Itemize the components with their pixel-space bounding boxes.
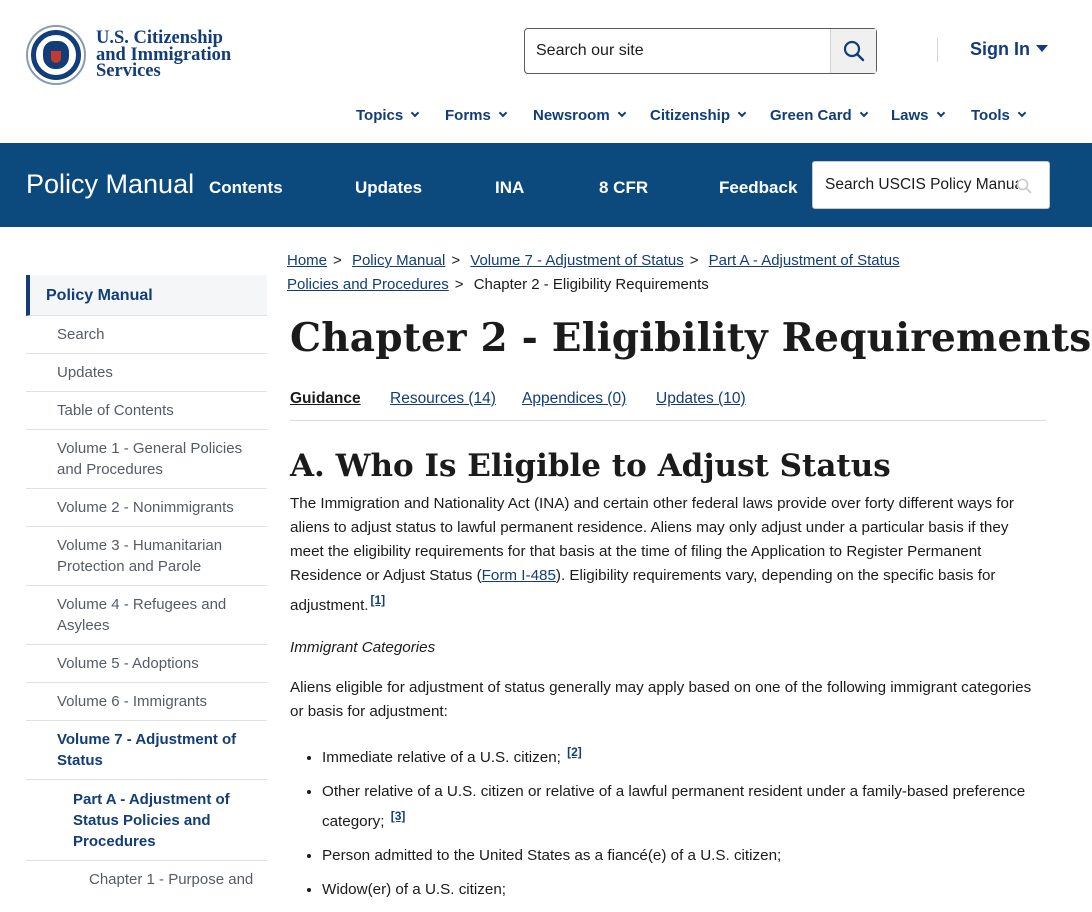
chevron-down-icon bbox=[936, 109, 944, 117]
footnote-link-3[interactable]: [3] bbox=[390, 809, 406, 823]
nav-citizenship-label: Citizenship bbox=[650, 107, 731, 124]
sidebar-item-policy-manual[interactable]: Policy Manual bbox=[26, 275, 267, 316]
tab-appendices[interactable]: Appendices (0) bbox=[522, 390, 627, 407]
logo-line-1: U.S. Citizenship bbox=[96, 28, 223, 48]
nav-laws-label: Laws bbox=[891, 107, 929, 124]
breadcrumb-separator: > bbox=[454, 276, 464, 293]
footnote-link-2[interactable]: [2] bbox=[567, 745, 582, 759]
breadcrumb-separator: > bbox=[333, 252, 342, 269]
chevron-down-icon bbox=[411, 109, 419, 117]
search-icon[interactable] bbox=[1016, 178, 1032, 194]
chevron-down-icon bbox=[1018, 109, 1026, 117]
intro-text-end: ). Eligibility requirements vary, depending on the specific basis for adjustment. bbox=[290, 567, 996, 614]
breadcrumb-current: Chapter 2 - Eligibility Requirements bbox=[473, 276, 709, 293]
dhs-seal-icon[interactable] bbox=[26, 25, 86, 85]
nav-tools-label: Tools bbox=[971, 107, 1010, 124]
sidebar-item-part-a[interactable]: Part A - Adjustment of Status Policies and Procedures bbox=[26, 780, 267, 861]
list-item-text: Other relative of a U.S. citizen or relative of a lawful permanent resident under a family-based preference category; bbox=[322, 783, 1026, 830]
site-logo[interactable] bbox=[96, 30, 231, 80]
list-item bbox=[322, 844, 1046, 868]
footnote-link-1[interactable]: [1] bbox=[370, 593, 386, 607]
list-intro: Aliens eligible for adjustment of status generally may apply based on one of the following immigrant categories or basis for adjustment: bbox=[290, 679, 1032, 720]
nav-forms[interactable] bbox=[445, 107, 506, 124]
policy-link-ina[interactable]: INA bbox=[495, 178, 525, 197]
breadcrumb-part-a-cont[interactable]: Policies and Procedures bbox=[287, 276, 449, 293]
nav-newsroom-label: Newsroom bbox=[533, 107, 610, 124]
intro-paragraph bbox=[290, 492, 1046, 618]
nav-topics-label: Topics bbox=[356, 107, 404, 124]
sidebar-item-volume-2[interactable]: Volume 2 - Nonimmigrants bbox=[26, 489, 267, 527]
nav-forms-label: Forms bbox=[445, 107, 491, 124]
sidebar-item-table-of-contents[interactable]: Table of Contents bbox=[26, 392, 267, 430]
breadcrumb-policy-manual[interactable]: Policy Manual bbox=[351, 252, 446, 269]
breadcrumb bbox=[287, 249, 1047, 297]
search-icon bbox=[843, 40, 865, 62]
list-item bbox=[322, 878, 1046, 902]
policy-link-feedback[interactable]: Feedback bbox=[719, 178, 798, 197]
policy-manual-title[interactable]: Policy Manual bbox=[26, 169, 195, 199]
breadcrumb-separator: > bbox=[689, 252, 699, 269]
logo-line-3: Services bbox=[96, 61, 161, 81]
form-i485-link[interactable]: Form I-485 bbox=[481, 567, 556, 584]
sign-in-label: Sign In bbox=[970, 39, 1030, 59]
site-header bbox=[0, 0, 1092, 143]
site-search-button[interactable] bbox=[830, 29, 876, 73]
site-search-input[interactable] bbox=[525, 29, 831, 73]
main-content bbox=[287, 249, 1092, 912]
category-list bbox=[322, 740, 1046, 902]
chevron-down-icon bbox=[859, 109, 867, 117]
policy-search bbox=[812, 161, 1050, 209]
section-title: A. Who Is Eligible to Adjust Status bbox=[290, 448, 891, 484]
policy-manual-bar bbox=[0, 143, 1092, 227]
sidebar-item-volume-5[interactable]: Volume 5 - Adoptions bbox=[26, 645, 267, 683]
sidebar-item-volume-3[interactable]: Volume 3 - Humanitarian Protection and Parole bbox=[26, 527, 267, 586]
chevron-down-icon bbox=[617, 109, 625, 117]
breadcrumb-home[interactable]: Home bbox=[287, 252, 328, 269]
sidebar-nav bbox=[26, 275, 267, 898]
list-item bbox=[322, 740, 1046, 770]
policy-search-input[interactable] bbox=[813, 162, 1018, 208]
sidebar-item-search[interactable]: Search bbox=[26, 316, 267, 354]
tab-updates[interactable]: Updates (10) bbox=[656, 390, 746, 407]
site-search bbox=[524, 28, 877, 74]
nav-green-card-label: Green Card bbox=[770, 107, 852, 124]
tab-resources[interactable]: Resources (14) bbox=[390, 390, 496, 407]
sidebar-item-updates[interactable]: Updates bbox=[26, 354, 267, 392]
policy-link-contents[interactable]: Contents bbox=[209, 178, 283, 197]
logo-line-2: and Immigration bbox=[96, 44, 232, 65]
subheading-immigrant-categories: Immigrant Categories bbox=[290, 639, 436, 656]
list-item-text: Widow(er) of a U.S. citizen; bbox=[322, 881, 506, 898]
nav-topics[interactable] bbox=[356, 107, 418, 124]
sidebar-item-volume-4[interactable]: Volume 4 - Refugees and Asylees bbox=[26, 586, 267, 645]
list-item-text: Person admitted to the United States as a fiancé(e) of a U.S. citizen; bbox=[322, 847, 782, 864]
policy-link-updates[interactable]: Updates bbox=[355, 178, 423, 197]
main-nav bbox=[0, 107, 1092, 129]
sidebar-item-volume-6[interactable]: Volume 6 - Immigrants bbox=[26, 683, 267, 721]
sidebar-item-volume-7[interactable]: Volume 7 - Adjustment of Status bbox=[26, 721, 267, 780]
list-item bbox=[322, 780, 1046, 834]
nav-tools[interactable] bbox=[971, 107, 1025, 124]
sidebar-item-chapter-1[interactable]: Chapter 1 - Purpose and bbox=[89, 871, 254, 888]
list-item-text: Immediate relative of a U.S. citizen; bbox=[322, 749, 561, 766]
header-divider bbox=[937, 38, 938, 62]
nav-newsroom[interactable] bbox=[533, 107, 625, 124]
content-tabs bbox=[290, 390, 1046, 421]
caret-down-icon bbox=[1036, 45, 1048, 52]
nav-laws[interactable] bbox=[891, 107, 944, 124]
chevron-down-icon bbox=[738, 109, 746, 117]
tab-guidance[interactable]: Guidance bbox=[290, 390, 361, 407]
sidebar-item-volume-1[interactable]: Volume 1 - General Policies and Procedures bbox=[26, 430, 267, 489]
intro-text: The Immigration and Nationality Act (INA) and certain other federal laws provide over forty different ways for aliens to adjust status to lawful permanent residence. Aliens may only adjust under a particular basis if they meet the eligibility requirements for that basis at the time of filing the Application to Register Permanent Residence or Adjust Status ( bbox=[290, 495, 1014, 584]
policy-link-8cfr[interactable]: 8 CFR bbox=[599, 178, 649, 197]
breadcrumb-volume-7[interactable]: Volume 7 - Adjustment of Status bbox=[470, 252, 684, 269]
breadcrumb-part-a[interactable]: Part A - Adjustment of Status bbox=[708, 252, 900, 269]
sign-in-button[interactable] bbox=[970, 39, 1048, 60]
chevron-down-icon bbox=[499, 109, 507, 117]
nav-green-card[interactable] bbox=[770, 107, 867, 124]
page-title: Chapter 2 - Eligibility Requirements bbox=[290, 315, 1092, 361]
nav-citizenship[interactable] bbox=[650, 107, 745, 124]
breadcrumb-separator: > bbox=[451, 252, 461, 269]
